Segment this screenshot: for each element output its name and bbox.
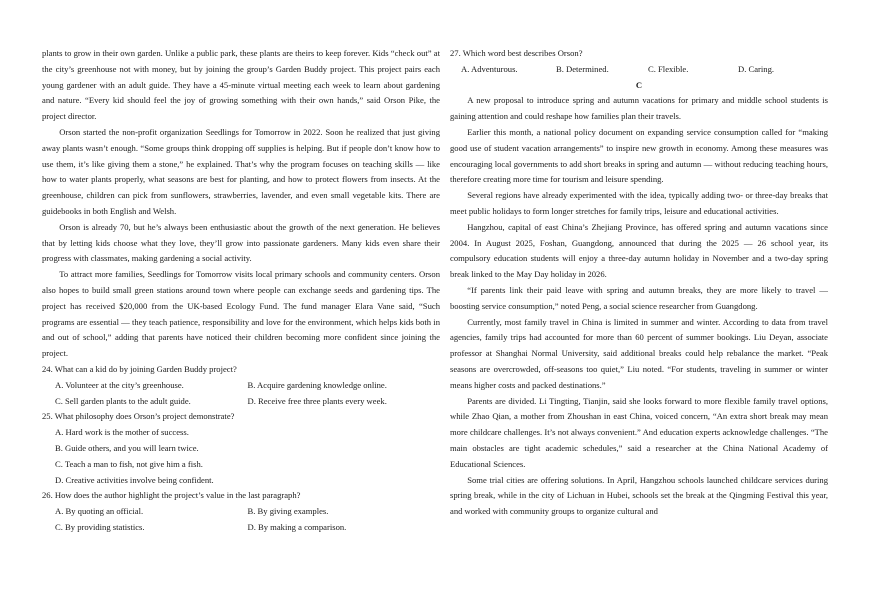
passage-paragraph: Orson is already 70, but he’s always been enthusiastic about the growth of the next generation. He believes that by letting kids choose what they love, they’ll grow into passionate gardeners. Many kids even share their progress with classmates, making gardening a social activity. (42, 221, 440, 264)
option-c[interactable]: C. Teach a man to fish, not give him a fish. (55, 458, 203, 469)
passage-paragraph: Some trial cities are offering solutions. In April, Hangzhou schools launched childcare services during spring break, while in the city of Lichuan in Hubei, schools set the break at the Qingming Festival this year, and worked with community groups to organize cultural and (450, 474, 828, 517)
passage-paragraph: plants to grow in their own garden. Unlike a public park, these plants are theirs to keep forever. Kids “check out” at the city’s greenhouse not with money, but by joining the group’s Garden Buddy project. This project pairs each young gardener with an adult guide. They have a 45-minute virtual meeting each week to learn about gardening and nature. “Every kid should feel the joy of growing something with their own hands,” said Orson Pike, the project director. (42, 48, 440, 122)
option-d[interactable]: D. Receive free three plants every week. (247, 395, 387, 406)
options-list (450, 62, 828, 78)
option-b[interactable]: B. Guide others, and you will learn twice. (55, 442, 199, 453)
passage-paragraph: Parents are divided. Li Tingting, Tianjin, said she looks forward to more flexible family travel options, while Zhao Qian, a mother from Zhoushan in east China, voiced concern, “An extra short break may mean more childcare challenges. It’s not always convenient.” And education experts acknowledge challenges. “The main obstacles are tight academic schedules,” said a researcher at the China National Academy of Educational Sciences. (450, 395, 828, 469)
passage-paragraph: Earlier this month, a national policy document on expanding service consumption called for “making good use of student vacation arrangements” to inspire new growth in economy. Among these measures was encouraging local governments to add short breaks in spring and autumn — without reducing teaching hours, therefore creating more time for tourism and leisure spending. (450, 126, 828, 185)
passage-paragraph: “If parents link their paid leave with spring and autumn breaks, they are more likely to travel — boosting service consumption,” noted Peng, a social science researcher from Guangdong. (450, 284, 828, 311)
option-c[interactable]: C. Sell garden plants to the adult guide. (55, 395, 191, 406)
option-a[interactable]: A. By quoting an official. (55, 506, 144, 517)
question-stem: 25. What philosophy does Orson’s project demonstrate? (42, 411, 235, 422)
question-26 (42, 488, 440, 535)
option-c[interactable]: C. By providing statistics. (55, 521, 145, 532)
question-stem: 24. What can a kid do by joining Garden Buddy project? (42, 363, 237, 374)
option-d[interactable]: D. By making a comparison. (247, 521, 347, 532)
question-24 (42, 362, 440, 409)
option-b[interactable]: B. By giving examples. (247, 506, 329, 517)
option-d[interactable]: D. Caring. (738, 63, 775, 74)
passage-paragraph: A new proposal to introduce spring and autumn vacations for primary and middle school students is gaining attention and could reshape how families plan their travels. (450, 95, 828, 122)
options-list (42, 378, 440, 410)
right-column (450, 46, 828, 520)
option-d[interactable]: D. Creative activities involve being confident. (55, 474, 214, 485)
passage-paragraph: To attract more families, Seedlings for Tomorrow visits local primary schools and community centers. Orson also hopes to build small green stations around town where people can exchange seeds and gardening tips. The project has received $20,000 from the UK-based Ecology Fund. The fund manager Elara Vane said, “Such programs are essential — they teach patience, responsibility and love for the environment, which helps kids both in and out of school,” adding that parents have noticed their children becoming more confident since joining the project. (42, 269, 440, 359)
passage-paragraph: Orson started the non-profit organization Seedlings for Tomorrow in 2022. Soon he realized that just giving away plants wasn’t enough. “Some groups think dropping off supplies is helping. But if people don’t know how to use them, it’s like giving them a stone,” he explained. That’s why the program focuses on teaching skills — like how to water plants properly, what seasons are best for planting, and how to protect flowers from insects. At the greenhouse, children can pick from sunflowers, strawberries, lavender, and even small vegetable kits. There are guidebooks in both English and Welsh. (42, 126, 440, 216)
options-list (42, 425, 440, 488)
passage-paragraph: Hangzhou, capital of east China’s Zhejiang Province, has offered spring and autumn vacations since 2004. In August 2025, Foshan, Guangdong, announced that during the 2025 — 26 school year, its compulsory education students will enjoy a three-day autumn holiday in November and a two-day spring break linked to the May Day holiday in 2026. (450, 221, 828, 280)
passage-paragraph: Several regions have already experimented with the idea, typically adding two- or three-day breaks that meet public holidays to form longer stretches for family trips, leisure and educational activities. (450, 190, 828, 216)
option-b[interactable]: B. Determined. (556, 63, 609, 74)
left-column (42, 46, 440, 536)
option-a[interactable]: A. Adventurous. (461, 63, 518, 74)
option-a[interactable]: A. Hard work is the mother of success. (55, 427, 189, 438)
passage-paragraph: Currently, most family travel in China is limited in summer and winter. According to data from travel agencies, family trips had accounted for more than 60 percent of summer bookings. Liu Deyan, associate professor at Shanghai Normal University, said additional breaks could help rebalance the market. “Peak seasons are overcrowded, off-seasons too quiet,” Liu noted. “For students, traveling in summer or winter means higher costs and packed destinations.” (450, 316, 828, 390)
section-label: C (635, 79, 643, 90)
question-stem: 27. Which word best describes Orson? (450, 48, 583, 58)
options-list (42, 504, 440, 536)
question-27 (450, 46, 828, 78)
question-25 (42, 409, 440, 488)
option-b[interactable]: B. Acquire gardening knowledge online. (247, 379, 387, 390)
option-a[interactable]: A. Volunteer at the city’s greenhouse. (55, 379, 184, 390)
option-c[interactable]: C. Flexible. (648, 63, 689, 74)
question-stem: 26. How does the author highlight the project’s value in the last paragraph? (42, 490, 301, 501)
